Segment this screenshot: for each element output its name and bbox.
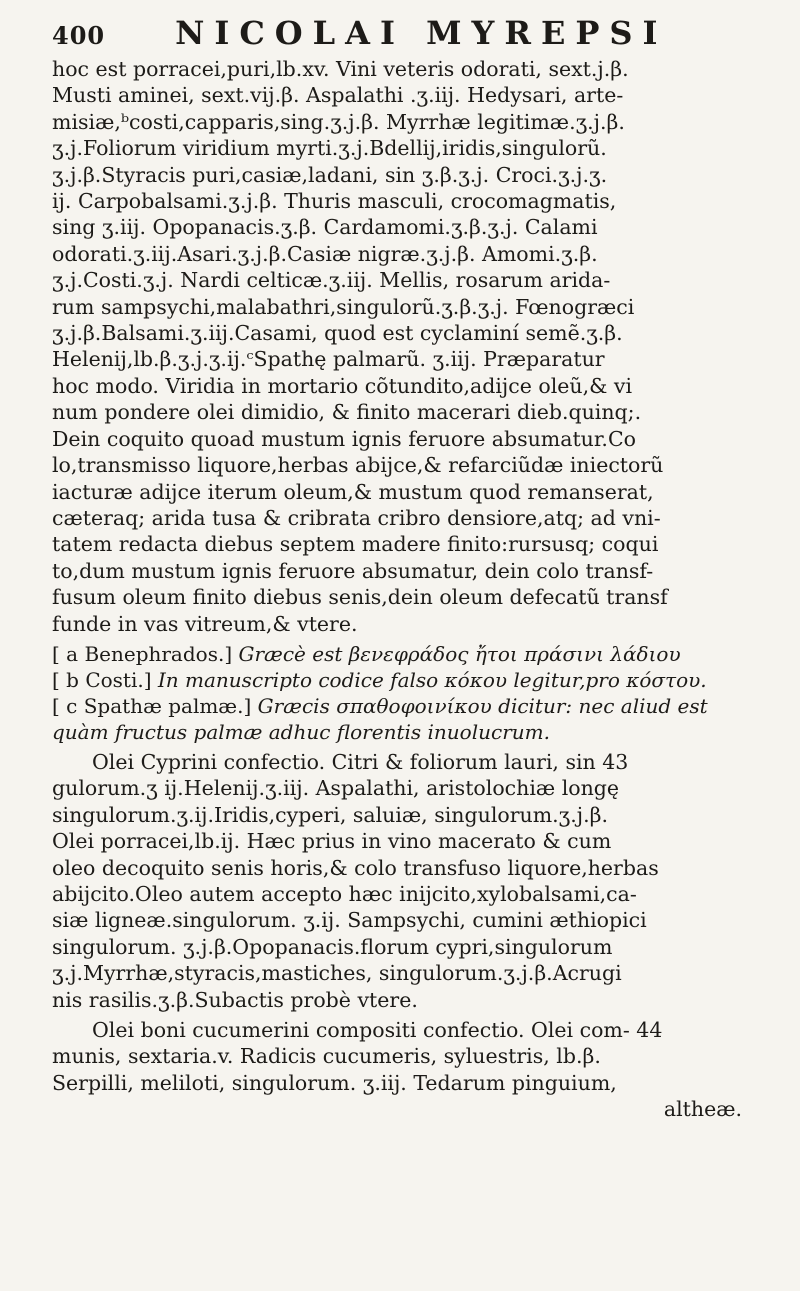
text-line: num pondere olei dimidio, & finito macerari dieb.quinq;. bbox=[52, 400, 642, 425]
text-line: lo,transmisso liquore,herbas abijce,& refarciũdæ iniectorũ bbox=[52, 453, 664, 478]
text-line: Helenij,lb.β.ʒ.j.ʒ.ij.ᶜSpathę palmarũ. ʒ.iij. Præparatur bbox=[52, 347, 605, 372]
running-head: NICOLAI MYREPSI bbox=[175, 14, 668, 52]
text-line: cæteraq; arida tusa & cribrata cribro densiore,atq; ad vni- bbox=[52, 505, 661, 530]
text-line: munis, sextaria.v. Radicis cucumeris, syluestris, lb.β. bbox=[52, 1044, 601, 1069]
text-line: gulorum.ʒ ij.Helenij.ʒ.iij. Aspalathi, aristolochiæ longę bbox=[52, 776, 620, 801]
text-line: odorati.ʒ.iij.Asari.ʒ.j.β.Casiæ nigræ.ʒ.j.β. Amomi.ʒ.β. bbox=[52, 241, 598, 266]
text-line: abijcito.Oleo autem accepto hæc inijcito,xylobalsami,ca- bbox=[52, 881, 637, 906]
text-line: ʒ.j.Foliorum viridium myrti.ʒ.j.Bdellij,iridis,singulorũ. bbox=[52, 136, 607, 161]
annotation-costi bbox=[52, 667, 772, 693]
text-line: Musti aminei, sext.vij.β. Aspalathi .ʒ.iij. Hedysari, arte- bbox=[52, 83, 624, 108]
annotation-text: Græcè est βενεφράδος ἤτοι πράσινι λάδιου bbox=[238, 641, 681, 666]
benephrados-recipe-paragraph bbox=[52, 56, 772, 637]
text-line: iacturæ adijce iterum oleum,& mustum quod remanserat, bbox=[52, 479, 654, 504]
annotation-text: In manuscripto codice falso κόκου legitur,pro κόστου. bbox=[157, 667, 707, 692]
text-line: ʒ.j.Costi.ʒ.j. Nardi celticæ.ʒ.iij. Mellis, rosarum arida- bbox=[52, 268, 611, 293]
text-line: singulorum. ʒ.j.β.Opopanacis.florum cypri,singulorum bbox=[52, 934, 613, 959]
text-line: misiæ,ᵇcosti,capparis,sing.ʒ.j.β. Myrrhæ legitimæ.ʒ.j.β. bbox=[52, 109, 625, 134]
page-header bbox=[52, 14, 772, 56]
text-line: rum sampsychi,malabathri,singulorũ.ʒ.β.ʒ.j. Fœnogræci bbox=[52, 294, 635, 319]
annotation-text: quàm fructus palmæ adhuc florentis inuolucrum. bbox=[52, 719, 550, 744]
annotation-label: [ a Benephrados.] bbox=[52, 641, 233, 666]
annotation-label: [ b Costi.] bbox=[52, 667, 152, 692]
page-number: 400 bbox=[52, 21, 106, 50]
annotations bbox=[52, 641, 772, 745]
text-line: ʒ.j.Myrrhæ,styracis,mastiches, singulorum.ʒ.j.β.Acrugi bbox=[52, 961, 622, 986]
text-line: tatem redacta diebus septem madere finito:rursusq; coqui bbox=[52, 532, 659, 557]
text-line: ʒ.j.β.Balsami.ʒ.iij.Casami, quod est cyclaminí semẽ.ʒ.β. bbox=[52, 321, 623, 346]
cucumber-oil-paragraph bbox=[52, 1017, 772, 1096]
text-line: Olei porracei,lb.ij. Hæc prius in vino macerato & cum bbox=[52, 829, 612, 854]
text-line: siæ ligneæ.singulorum. ʒ.ij. Sampsychi, cumini æthiopici bbox=[52, 908, 647, 933]
text-line: hoc est porracei,puri,lb.xv. Vini veteris odorati, sext.j.β. bbox=[52, 57, 629, 81]
annotation-spathae bbox=[52, 693, 772, 719]
text-line: hoc modo. Viridia in mortario cõtundito,adijce oleũ,& vi bbox=[52, 373, 633, 398]
text-line: funde in vas vitreum,& vtere. bbox=[52, 611, 358, 636]
text-line: oleo decoquito senis horis,& colo transfuso liquore,herbas bbox=[52, 855, 659, 880]
annotation-benephrados bbox=[52, 641, 772, 667]
text-line: Olei Cyprini confectio. Citri & foliorum lauri, sin 43 bbox=[92, 749, 629, 774]
text-line: singulorum.ʒ.ij.Iridis,cyperi, saluiæ, singulorum.ʒ.j.β. bbox=[52, 802, 609, 827]
text-line: Olei boni cucumerini compositi confectio. Olei com- 44 bbox=[92, 1018, 663, 1042]
cyprini-oil-paragraph bbox=[52, 749, 772, 1013]
text-line: sing ʒ.iij. Opopanacis.ʒ.β. Cardamomi.ʒ.β.ʒ.j. Calami bbox=[52, 215, 598, 240]
text-line: ʒ.j.β.Styracis puri,casiæ,ladani, sin ʒ.β.ʒ.j. Croci.ʒ.j.ʒ. bbox=[52, 162, 608, 187]
annotation-spathae-cont bbox=[52, 719, 772, 745]
annotation-text: Græcis σπαθοφοινίκου dicitur: nec aliud est bbox=[257, 693, 708, 718]
text-line: to,dum mustum ignis feruore absumatur, dein colo transf- bbox=[52, 558, 654, 583]
text-line: fusum oleum finito diebus senis,dein oleum defecatũ transf bbox=[52, 585, 668, 610]
text-line: Dein coquito quoad mustum ignis feruore absumatur.Co bbox=[52, 426, 636, 451]
catchword: altheæ. bbox=[663, 1097, 742, 1122]
text-line: nis rasilis.ʒ.β.Subactis probè vtere. bbox=[52, 987, 418, 1012]
text-line: Serpilli, meliloti, singulorum. ʒ.iij. Tedarum pinguium, bbox=[52, 1070, 617, 1095]
annotation-label: [ c Spathæ palmæ.] bbox=[52, 693, 252, 718]
text-line: ij. Carpobalsami.ʒ.j.β. Thuris masculi, crocomagmatis, bbox=[52, 189, 617, 214]
